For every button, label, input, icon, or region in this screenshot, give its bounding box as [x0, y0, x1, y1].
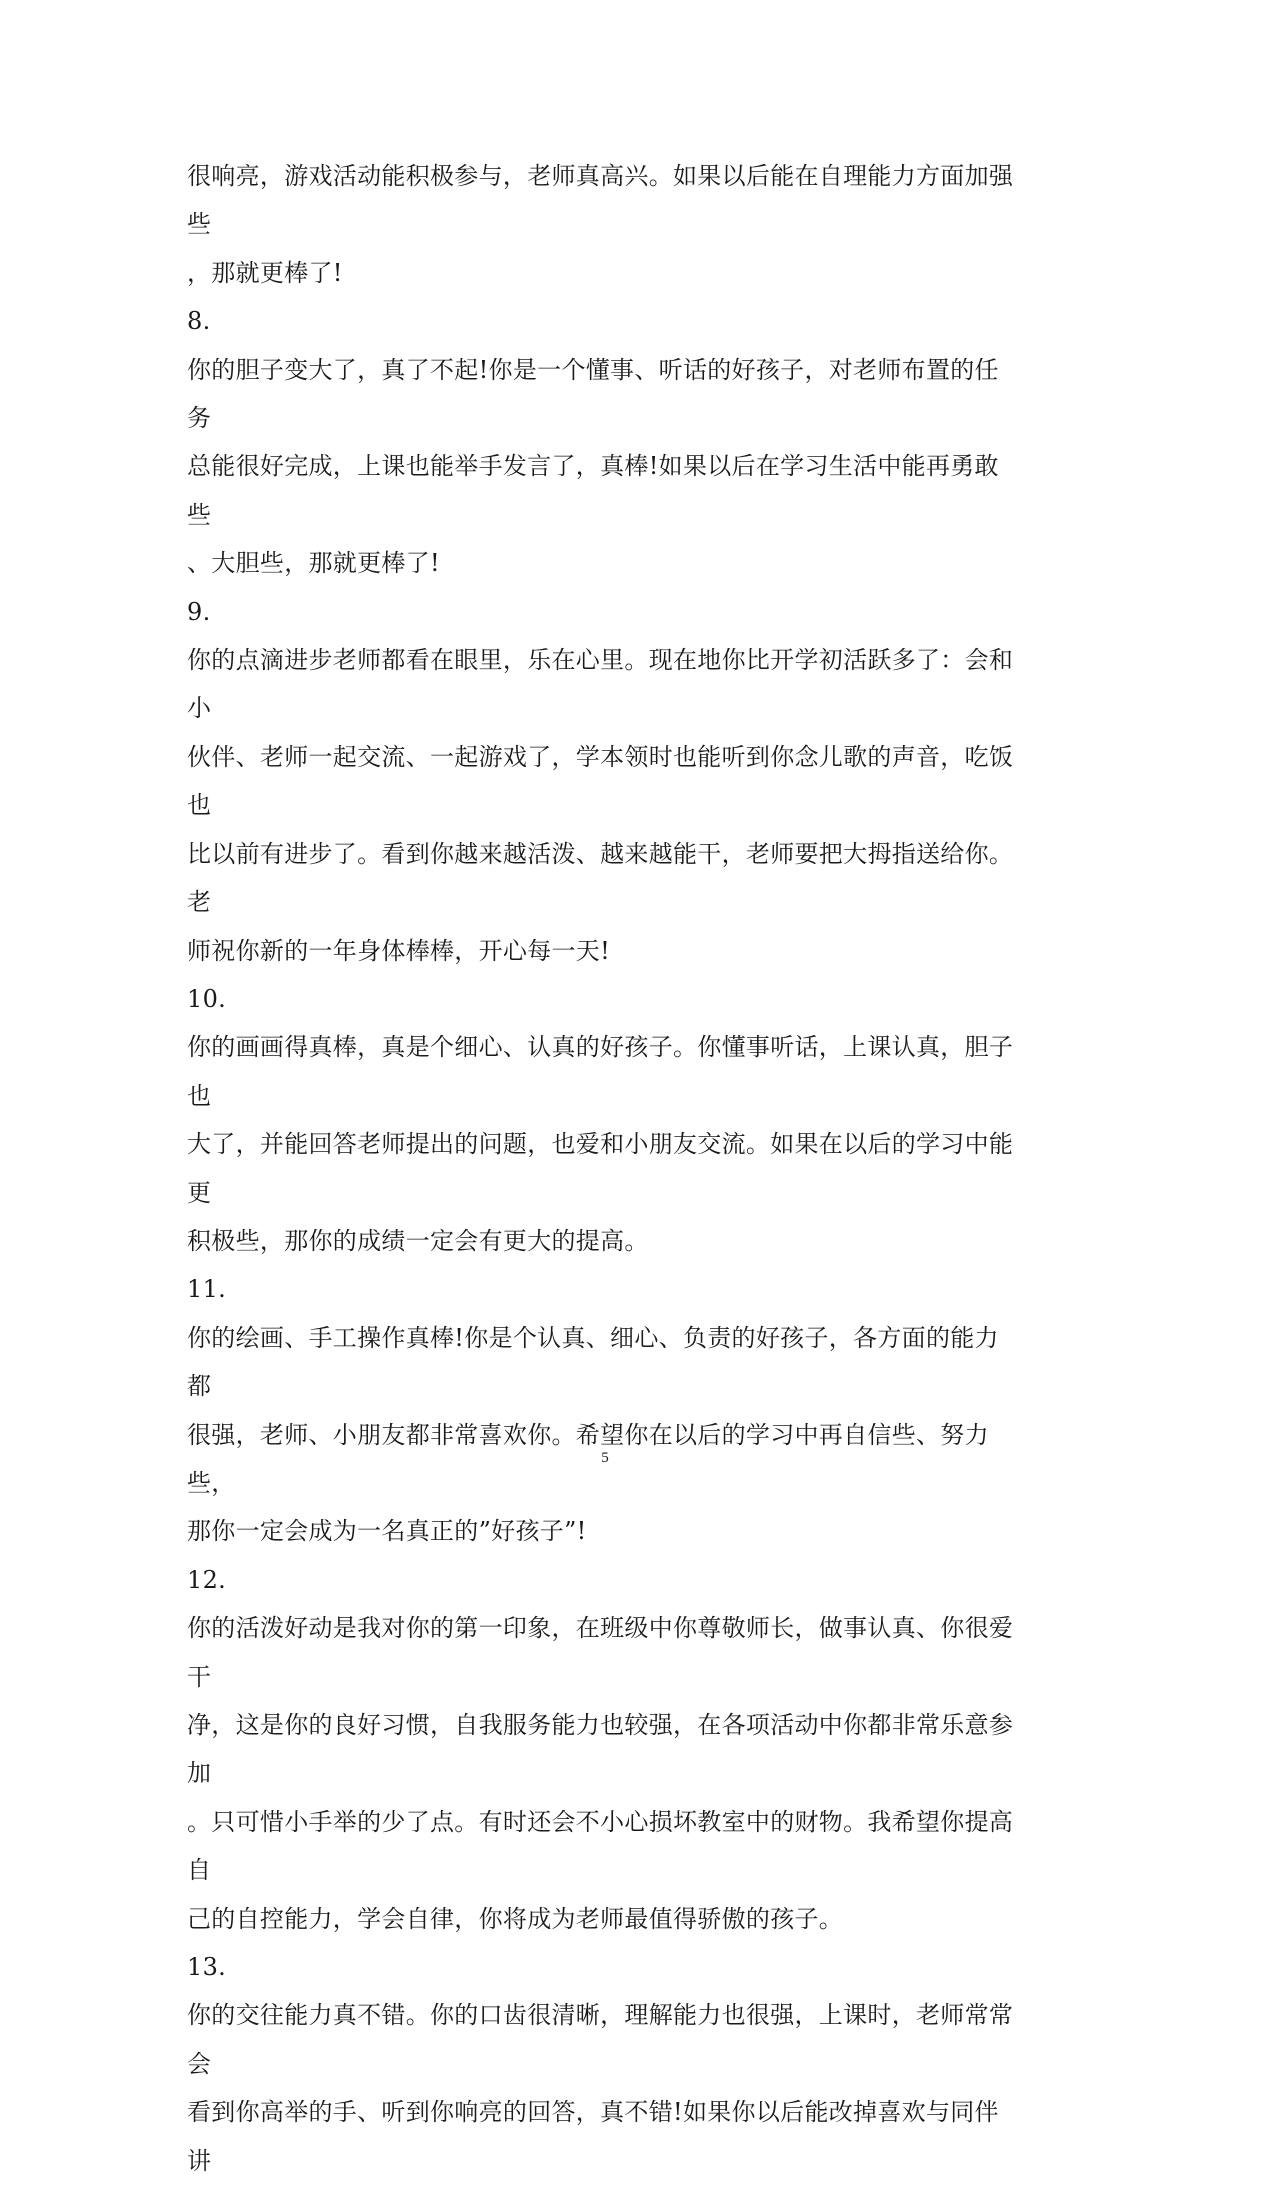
- text-line: 己的自控能力，学会自律，你将成为老师最值得骄傲的孩子。: [187, 1904, 844, 1933]
- text-line: 你的画画得真棒，真是个细心、认真的好孩子。你懂事听话，上课认真，胆子也: [187, 1033, 1014, 1110]
- text-line: 伙伴、老师一起交流、一起游戏了，学本领时也能听到你念儿歌的声音，吃饭也: [187, 742, 1014, 820]
- item-number: 13.: [187, 1953, 227, 1982]
- text-line: 师祝你新的一年身体棒棒，开心每一天!: [187, 936, 611, 965]
- text-line: 你的交往能力真不错。你的口齿很清晰，理解能力也很强，上课时，老师常常会: [187, 2001, 1014, 2078]
- page-number: 5: [601, 1450, 609, 1466]
- text-line: 那你一定会成为一名真正的”好孩子”!: [187, 1517, 587, 1546]
- document-body: [187, 152, 1017, 2185]
- item-number: 8.: [187, 307, 211, 336]
- text-line: 你的点滴进步老师都看在眼里，乐在心里。现在地你比开学初活跃多了：会和小: [187, 646, 1014, 723]
- text-line: 很强，老师、小朋友都非常喜欢你。希望你在以后的学习中再自信些、努力些，: [187, 1420, 989, 1497]
- text-line: 很响亮，游戏活动能积极参与，老师真高兴。如果以后能在自理能力方面加强些: [187, 162, 1014, 239]
- text-line: 。只可惜小手举的少了点。有时还会不小心损坏教室中的财物。我希望你提高自: [187, 1807, 1014, 1885]
- item-number: 11.: [187, 1275, 227, 1304]
- text-line: 积极些，那你的成绩一定会有更大的提高。: [187, 1226, 649, 1255]
- text-line: 总能很好完成，上课也能举手发言了，真棒!如果以后在学习生活中能再勇敢些: [187, 452, 999, 529]
- text-line: 净，这是你的良好习惯，自我服务能力也较强，在各项活动中你都非常乐意参加: [187, 1711, 1014, 1788]
- item-number: 10.: [187, 984, 227, 1013]
- text-line: 你的胆子变大了，真了不起!你是一个懂事、听话的好孩子，对老师布置的任务: [187, 355, 999, 433]
- text-line: 比以前有进步了。看到你越来越活泼、越来越能干，老师要把大拇指送给你。老: [187, 839, 1014, 917]
- text-line: 、大胆些，那就更棒了!: [187, 549, 440, 578]
- text-line: 你的活泼好动是我对你的第一印象，在班级中你尊敬师长，做事认真、你很爱干: [187, 1614, 1014, 1691]
- text-line: ，那就更棒了!: [187, 258, 343, 287]
- item-number: 12.: [187, 1565, 227, 1594]
- text-line: 你的绘画、手工操作真棒!你是个认真、细心、负责的好孩子，各方面的能力都: [187, 1323, 999, 1401]
- text-line: 看到你高举的手、听到你响亮的回答，真不错!如果你以后能改掉喜欢与同伴讲: [187, 2098, 999, 2175]
- item-number: 9.: [187, 597, 211, 626]
- text-line: 大了，并能回答老师提出的问题，也爱和小朋友交流。如果在以后的学习中能更: [187, 1130, 1014, 1207]
